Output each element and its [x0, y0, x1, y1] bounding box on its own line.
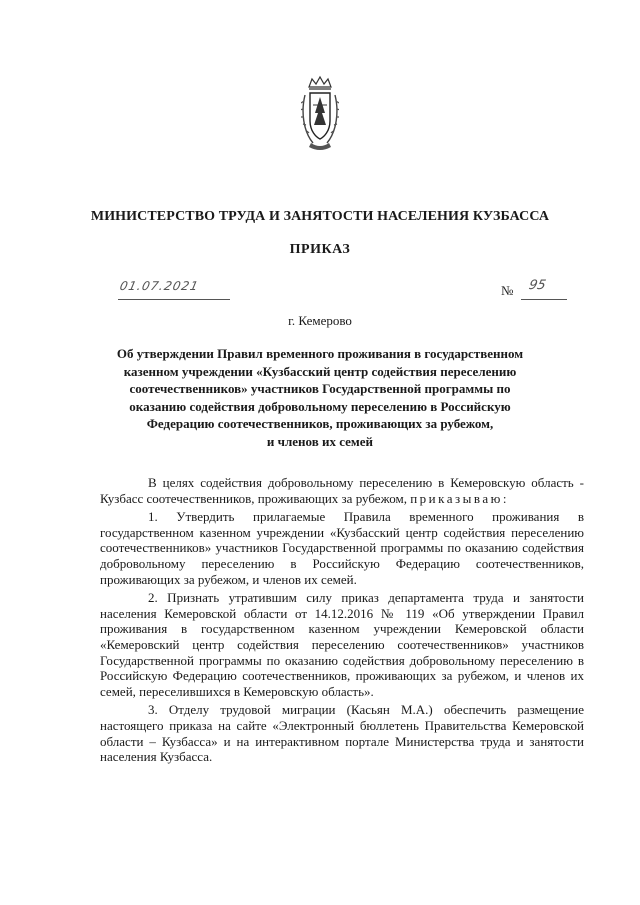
- order-heading: [112, 345, 528, 451]
- heading-line: оказанию содействия добровольному переселению в Российскую: [129, 398, 511, 414]
- number-sign: №: [501, 283, 514, 298]
- kuzbass-coat-of-arms-icon: [301, 75, 339, 157]
- order-date: 01.07.2021: [118, 279, 201, 293]
- order-word: приказываю:: [410, 490, 509, 506]
- heading-line: казенном учреждении «Кузбасский центр содействия переселению: [123, 363, 517, 379]
- heading-line: и членов их семей: [266, 433, 374, 449]
- order-body: [100, 475, 584, 765]
- order-item-2: 2. Признать утратившим силу приказ департамента труда и занятости населения Кемеровской области от 14.12.2016 № 119 «Об утверждении Правил проживания в государственном казенном учреждении Кемеровской области «Кемеровский центр содействия переселению соотечественников» участников Государственной программы по оказанию содействия добровольному переселению в Российскую Федерацию соотечественников, проживающих за рубежом, и членов их семей, переселившихся в Кемеровскую область».: [100, 590, 584, 699]
- order-number: 95: [527, 278, 548, 293]
- date-field: [118, 279, 230, 300]
- intro-paragraph: [100, 475, 584, 506]
- intro-text: В целях содействия добровольному переселению в Кемеровскую область - Кузбасс соотечественников, проживающих за рубежом,: [100, 475, 584, 506]
- city: г. Кемерово: [288, 313, 352, 328]
- heading-line: Об утверждении Правил временного проживания в государственном: [116, 346, 524, 361]
- heading-line: Федерацию соотечественников, проживающих за рубежом,: [146, 416, 494, 432]
- order-item-3: 3. Отделу трудовой миграции (Касьян М.А.) обеспечить размещение настоящего приказа на сайте «Электронный бюллетень Правительства Кемеровской области – Кузбасса» и на интерактивном портале Министерства труда и занятости населения Кузбасса.: [100, 702, 584, 765]
- number-field: [521, 278, 567, 300]
- heading-line: соотечественников» участников Государственной программы по: [129, 381, 511, 397]
- document-type: ПРИКАЗ: [289, 242, 351, 257]
- ministry-title: МИНИСТЕРСТВО ТРУДА И ЗАНЯТОСТИ НАСЕЛЕНИЯ КУЗБАССА: [90, 209, 550, 224]
- order-item-1: 1. Утвердить прилагаемые Правила временного проживания в государственном казенном учреждении «Кузбасский центр содействия переселению соотечественников» участников Государственной программы по оказанию содействия добровольному переселению в Российскую Федерацию соотечественников, проживающих за рубежом, и членов их семей.: [100, 509, 584, 587]
